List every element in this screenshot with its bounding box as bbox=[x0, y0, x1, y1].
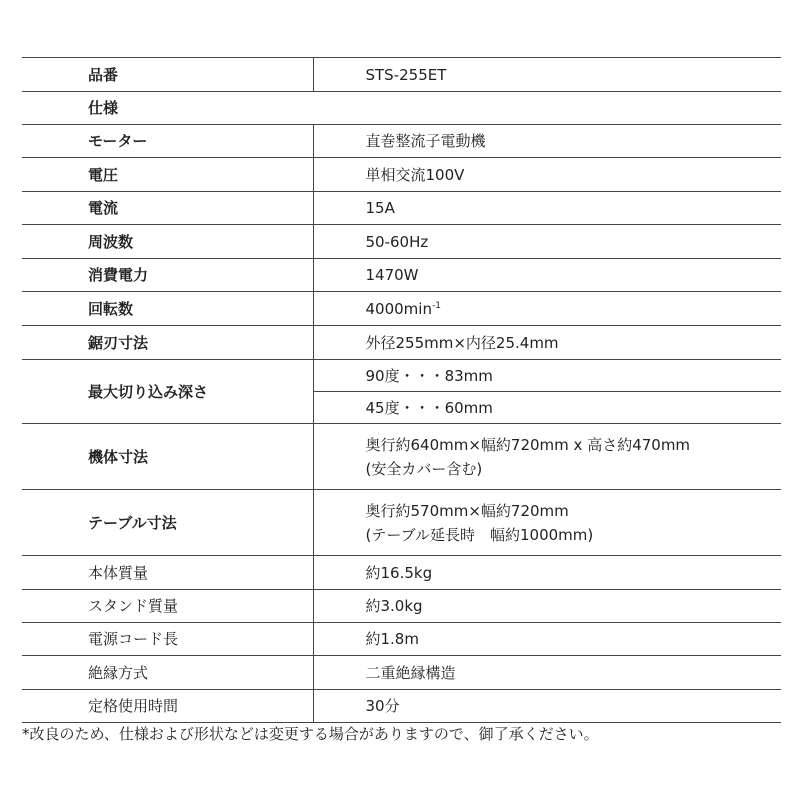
spec-table bbox=[22, 57, 781, 723]
spec-label: スタンド質量 bbox=[22, 590, 313, 623]
spec-label: 本体質量 bbox=[22, 556, 313, 590]
spec-label: 絶縁方式 bbox=[22, 656, 313, 690]
spec-value-line: 奥行約640mm×幅約720mm x 高さ約470mm bbox=[365, 435, 691, 454]
spec-row bbox=[22, 158, 781, 192]
footnote: *改良のため、仕様および形状などは変更する場合がありますので、御了承ください。 bbox=[22, 725, 599, 743]
spec-label: 電流 bbox=[22, 192, 313, 225]
spec-label: 周波数 bbox=[22, 225, 313, 259]
spec-value bbox=[313, 556, 781, 590]
spec-value: 45度・・・60mm bbox=[313, 392, 781, 424]
spec-label: テーブル寸法 bbox=[22, 490, 313, 556]
spec-row bbox=[22, 225, 781, 259]
spec-value bbox=[313, 259, 781, 292]
spec-value: 90度・・・83mm bbox=[313, 360, 781, 392]
spec-label: 最大切り込み深さ bbox=[22, 360, 313, 424]
spec-value-text: 約3.0kg bbox=[365, 597, 423, 615]
spec-label: 電源コード長 bbox=[22, 623, 313, 656]
spec-value-text: 1470W bbox=[365, 266, 419, 284]
spec-value bbox=[313, 326, 781, 360]
spec-label: 電圧 bbox=[22, 158, 313, 192]
spec-value-text: 4000min bbox=[365, 299, 432, 318]
spec-value-text: 外径255mm×内径25.4mm bbox=[365, 333, 559, 352]
spec-row bbox=[22, 125, 781, 158]
spec-row bbox=[22, 690, 781, 723]
spec-row bbox=[22, 656, 781, 690]
spec-value-superscript: -1 bbox=[431, 300, 441, 311]
spec-row bbox=[22, 259, 781, 292]
spec-label: 定格使用時間 bbox=[22, 690, 313, 723]
spec-value bbox=[313, 125, 781, 158]
spec-value bbox=[313, 192, 781, 225]
spec-row bbox=[22, 58, 781, 92]
spec-value bbox=[313, 690, 781, 723]
spec-row bbox=[22, 623, 781, 656]
spec-value-line: (安全カバー含む) bbox=[365, 459, 483, 478]
spec-value bbox=[313, 225, 781, 259]
spec-value-text: 単相交流100V bbox=[365, 165, 465, 184]
spec-value-text: 30分 bbox=[365, 697, 400, 715]
spec-value bbox=[313, 292, 781, 326]
spec-value bbox=[313, 590, 781, 623]
spec-value-text: 50-60Hz bbox=[365, 232, 429, 251]
spec-value-line: 奥行約570mm×幅約720mm bbox=[365, 501, 569, 520]
spec-value-text: 15A bbox=[365, 199, 395, 217]
spec-value bbox=[313, 623, 781, 656]
spec-value-line: (テーブル延長時 幅約1000mm) bbox=[365, 525, 594, 544]
spec-label: 回転数 bbox=[22, 292, 313, 326]
spec-value-text: 約1.8m bbox=[365, 630, 419, 648]
spec-row bbox=[22, 192, 781, 225]
spec-value bbox=[313, 490, 781, 556]
spec-value bbox=[313, 58, 781, 92]
spec-row bbox=[22, 424, 781, 490]
spec-row bbox=[22, 292, 781, 326]
spec-value bbox=[313, 656, 781, 690]
spec-row bbox=[22, 326, 781, 360]
spec-row bbox=[22, 490, 781, 556]
spec-value-text: STS-255ET bbox=[365, 65, 447, 84]
spec-row bbox=[22, 556, 781, 590]
spec-label: 鋸刃寸法 bbox=[22, 326, 313, 360]
spec-section-row bbox=[22, 92, 781, 125]
spec-value bbox=[313, 424, 781, 490]
spec-value-text: 二重絶縁構造 bbox=[365, 663, 456, 682]
spec-label: 品番 bbox=[22, 58, 313, 92]
spec-value-text: 約16.5kg bbox=[365, 563, 433, 582]
spec-value-text: 直巻整流子電動機 bbox=[365, 132, 486, 150]
spec-label: モーター bbox=[22, 125, 313, 158]
spec-value bbox=[313, 158, 781, 192]
spec-label: 消費電力 bbox=[22, 259, 313, 292]
spec-label: 機体寸法 bbox=[22, 424, 313, 490]
spec-row bbox=[22, 360, 781, 392]
spec-section-label: 仕様 bbox=[22, 92, 781, 125]
spec-row bbox=[22, 590, 781, 623]
